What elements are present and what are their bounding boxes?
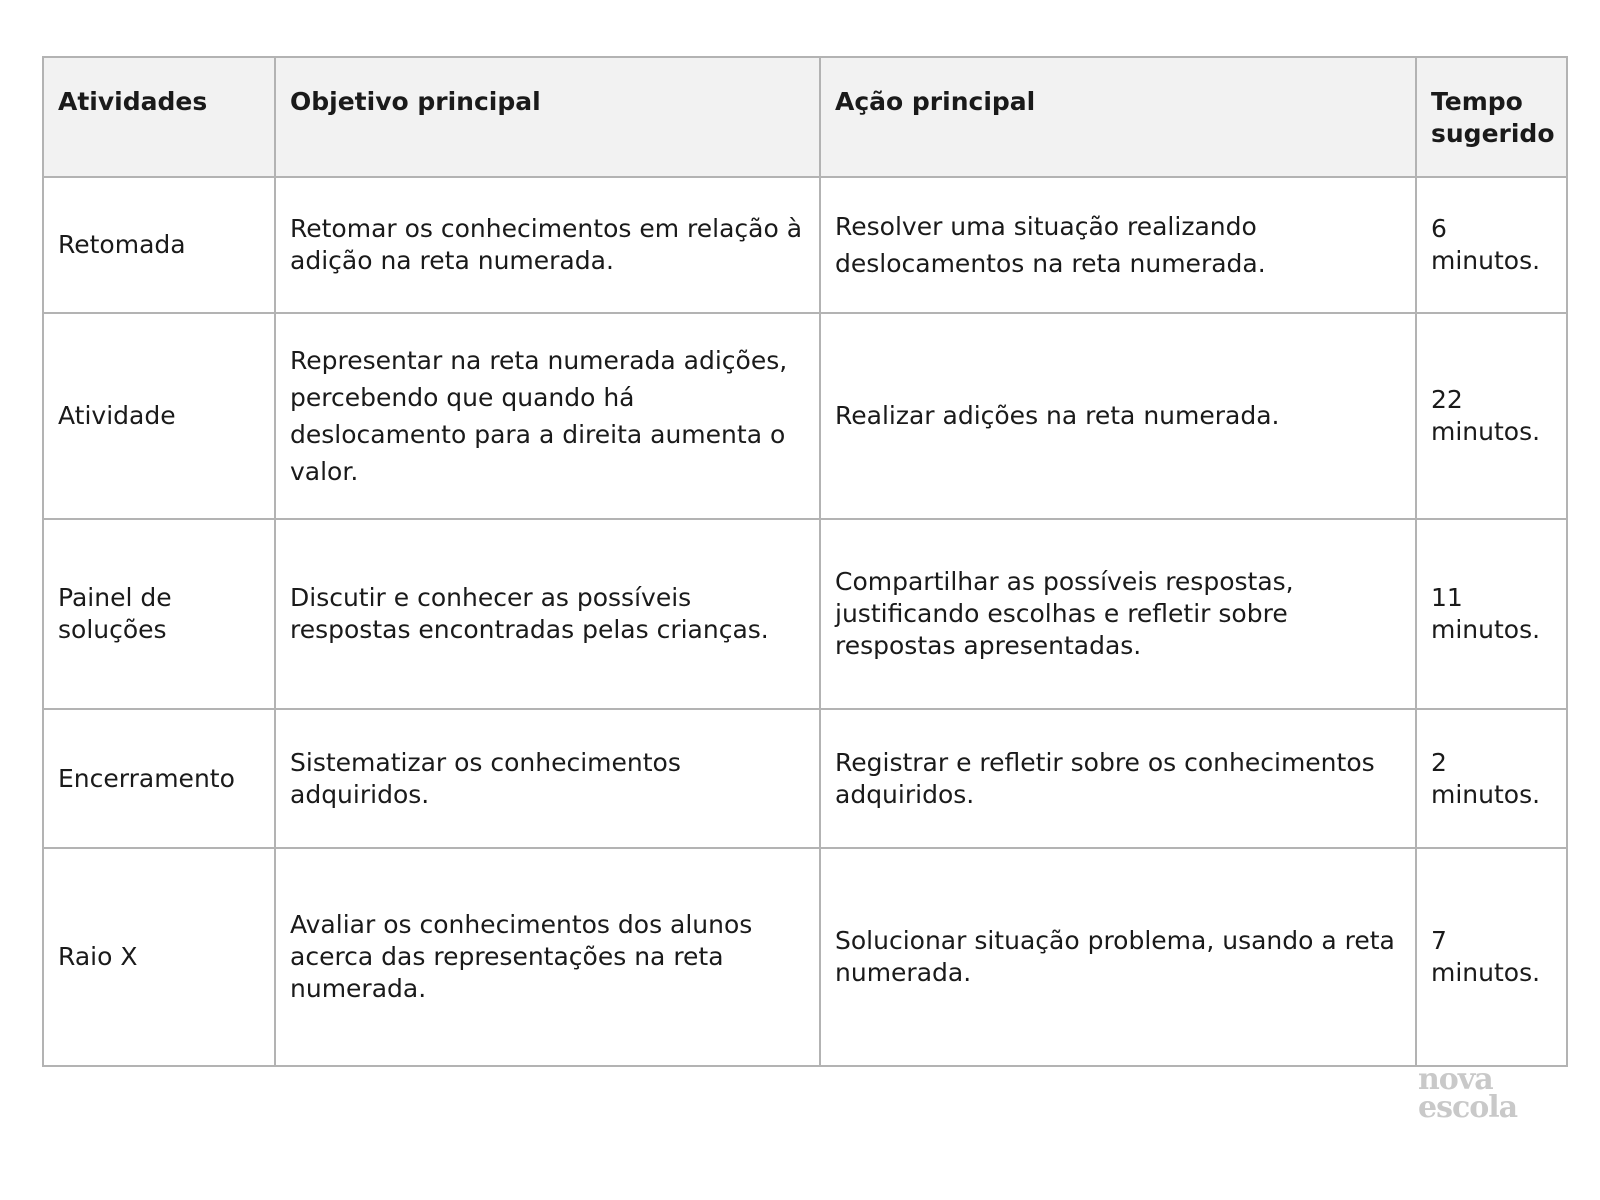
cell-tempo: 22 minutos. xyxy=(1416,313,1567,519)
cell-tempo: 6 minutos. xyxy=(1416,177,1567,313)
cell-objetivo: Representar na reta numerada adições, percebendo que quando há deslocamento para a direita aumenta o valor. xyxy=(275,313,820,519)
table-row xyxy=(43,313,1567,519)
cell-tempo: 7 minutos. xyxy=(1416,848,1567,1066)
header-acao-principal: Ação principal xyxy=(820,57,1416,177)
cell-objetivo: Retomar os conhecimentos em relação à adição na reta numerada. xyxy=(275,177,820,313)
table-row xyxy=(43,848,1567,1066)
cell-atividade: Raio X xyxy=(43,848,275,1066)
cell-acao: Registrar e refletir sobre os conhecimentos adquiridos. xyxy=(820,709,1416,848)
activity-table xyxy=(42,56,1568,1067)
cell-objetivo: Avaliar os conhecimentos dos alunos acerca das representações na reta numerada. xyxy=(275,848,820,1066)
table-row xyxy=(43,709,1567,848)
cell-atividade: Painel de soluções xyxy=(43,519,275,709)
cell-atividade: Retomada xyxy=(43,177,275,313)
cell-atividade: Atividade xyxy=(43,313,275,519)
cell-acao: Solucionar situação problema, usando a reta numerada. xyxy=(820,848,1416,1066)
table-row xyxy=(43,177,1567,313)
nova-escola-logo xyxy=(1418,1062,1518,1125)
header-atividades: Atividades xyxy=(43,57,275,177)
logo-line-nova: nova xyxy=(1418,1062,1493,1097)
header-tempo-sugerido: Tempo sugerido xyxy=(1416,57,1567,177)
cell-acao: Resolver uma situação realizando deslocamentos na reta numerada. xyxy=(820,177,1416,313)
cell-tempo: 11 minutos. xyxy=(1416,519,1567,709)
table-header-row xyxy=(43,57,1567,177)
cell-objetivo: Sistematizar os conhecimentos adquiridos. xyxy=(275,709,820,848)
cell-objetivo: Discutir e conhecer as possíveis respostas encontradas pelas crianças. xyxy=(275,519,820,709)
activity-table-container xyxy=(42,56,1568,1067)
cell-acao: Compartilhar as possíveis respostas, justificando escolhas e refletir sobre respostas apresentadas. xyxy=(820,519,1416,709)
cell-atividade: Encerramento xyxy=(43,709,275,848)
logo-line-escola: escola xyxy=(1418,1090,1518,1125)
cell-tempo: 2 minutos. xyxy=(1416,709,1567,848)
cell-acao: Realizar adições na reta numerada. xyxy=(820,313,1416,519)
table-row xyxy=(43,519,1567,709)
header-objetivo-principal: Objetivo principal xyxy=(275,57,820,177)
